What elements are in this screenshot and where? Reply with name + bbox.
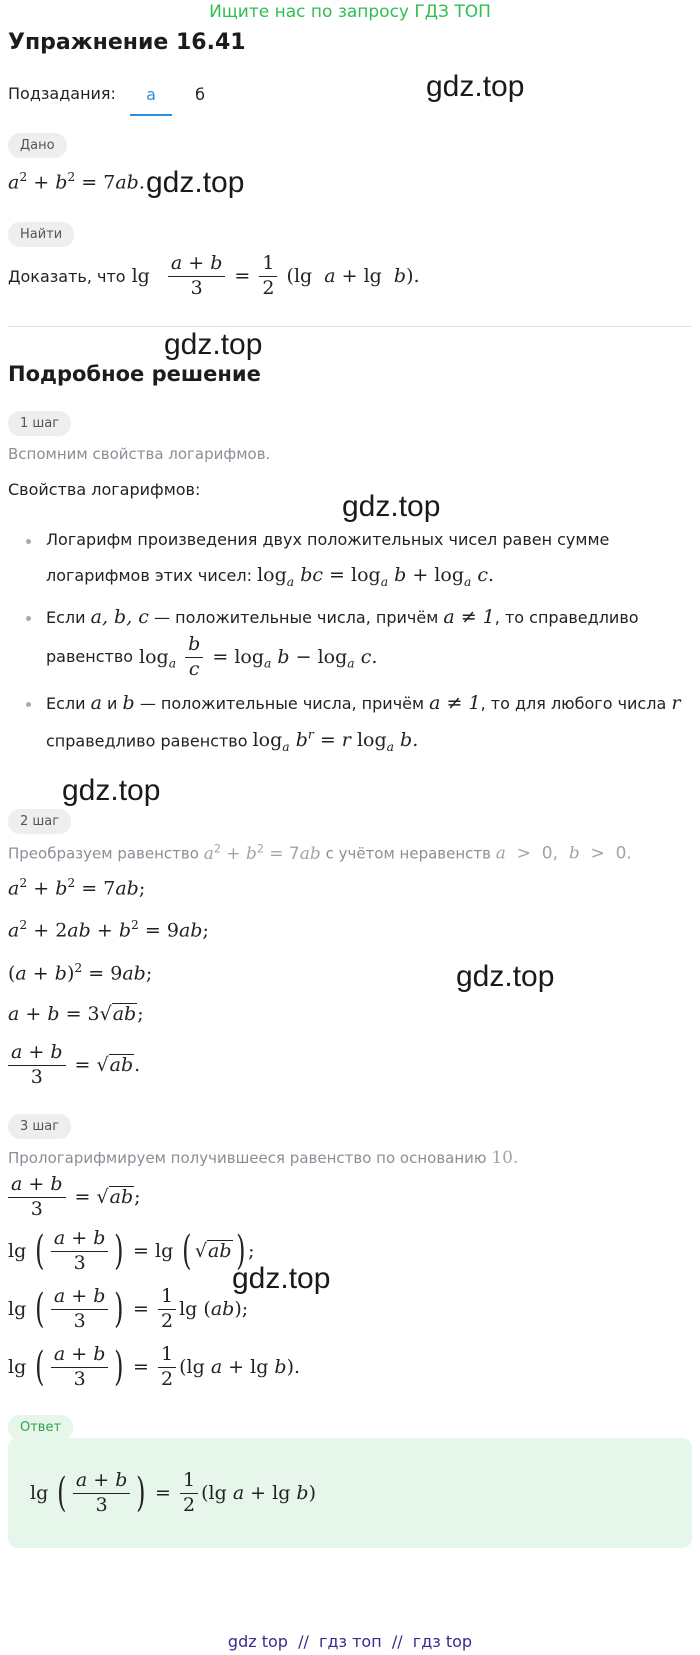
- step1-chip: 1 шаг: [8, 411, 71, 436]
- step2-line-5: $\frac{a + b}{3}$ = √ ab .: [8, 1040, 140, 1090]
- watermark: gdz.top: [62, 774, 161, 807]
- step2-intro: Преобразуем равенство $a^2 + b^2 = 7ab$ с учётом неравенств a > 0, b > 0.: [8, 842, 632, 864]
- step3-line-2: lg ( $\frac{a + b}{3}$ ) = lg ( √ ab ) ;: [8, 1226, 255, 1274]
- watermark: gdz.top: [164, 328, 263, 361]
- bullet-1-line1: Логарифм произведения двух положительных чисел равен сумме: [46, 530, 610, 549]
- step1-intro: Вспомним свойства логарифмов.: [8, 445, 271, 463]
- find-prefix: Доказать, что: [8, 266, 126, 286]
- bullet-dot: [26, 616, 31, 621]
- subtasks-label: Подзадания:: [8, 84, 116, 103]
- find-chip: Найти: [8, 222, 74, 247]
- watermark: gdz.top: [426, 70, 525, 103]
- step2-line-4: a + b = 3√ab;: [8, 1003, 144, 1025]
- bullet-1-line2: логарифмов этих чисел: $\log_a$ bc = $\log_a b + \log_a c$.: [46, 564, 495, 589]
- step3-line-3: lg ( $\frac{a + b}{3}$ ) = $\frac{1}{2}$ lg ( ab );: [8, 1284, 249, 1332]
- step2-line-3: $(a + b)^2 = 9ab$;: [8, 961, 153, 985]
- solution-heading: Подробное решение: [8, 362, 261, 386]
- bullet-dot: [26, 702, 31, 707]
- step2-line-2: $a^2 + 2ab + b^2 = 9ab$;: [8, 918, 209, 942]
- page-title: Упражнение 16.41: [8, 30, 246, 55]
- bullet-dot: [26, 539, 31, 544]
- step2-chip: 2 шаг: [8, 809, 71, 834]
- search-banner: Ищите нас по запросу ГДЗ ТОП: [209, 2, 491, 22]
- bullet-2-line2: равенство $\log_a$ $\frac{b}{c}$ = $\log_a b - \log_a c$.: [46, 632, 378, 680]
- step3-line-4: lg ( $\frac{a + b}{3}$ ) = $\frac{1}{2}$ (lg a + lg b ).: [8, 1342, 301, 1390]
- bullet-2-line1: Если a, b, c — положительные числа, причём a ≠ 1, то справедливо: [46, 606, 639, 628]
- divider: [8, 326, 692, 327]
- answer-chip: Ответ: [8, 1415, 73, 1440]
- watermark: gdz.top: [456, 960, 555, 993]
- tab-subtask-b[interactable]: б: [195, 85, 205, 104]
- watermark: gdz.top: [342, 490, 441, 523]
- answer-formula: lg ( $\frac{a + b}{3}$ ) = $\frac{1}{2}$ (lg a + lg b ): [30, 1468, 317, 1516]
- bullet-3-line2: справедливо равенство $\log_a b^r = r$ $\log_a b$.: [46, 728, 419, 755]
- given-formula: $a^2 + b^2 = 7ab$.: [8, 170, 145, 194]
- step3-intro: Прологарифмируем получившееся равенство по основанию 10.: [8, 1148, 519, 1168]
- footer-links[interactable]: gdz top // гдз топ // гдз top: [227, 1632, 473, 1651]
- step2-line-1: $a^2 + b^2 = 7ab$;: [8, 876, 146, 900]
- given-chip: Дано: [8, 133, 67, 158]
- watermark: gdz.top: [146, 166, 245, 199]
- watermark: gdz.top: [232, 1262, 331, 1295]
- step3-line-1: $\frac{a + b}{3}$ = √ ab ;: [8, 1172, 141, 1222]
- step1-label: Свойства логарифмов:: [8, 480, 201, 499]
- tab-subtask-a[interactable]: а: [130, 80, 172, 116]
- find-formula: Доказать, что lg $\frac{a + b}{3}$ = $\frac{1}{2}$ (lg a + lg b).: [8, 251, 420, 299]
- step3-chip: 3 шаг: [8, 1114, 71, 1139]
- bullet-3-line1: Если a и b — положительные числа, причём a ≠ 1, то для любого числа r: [46, 692, 681, 714]
